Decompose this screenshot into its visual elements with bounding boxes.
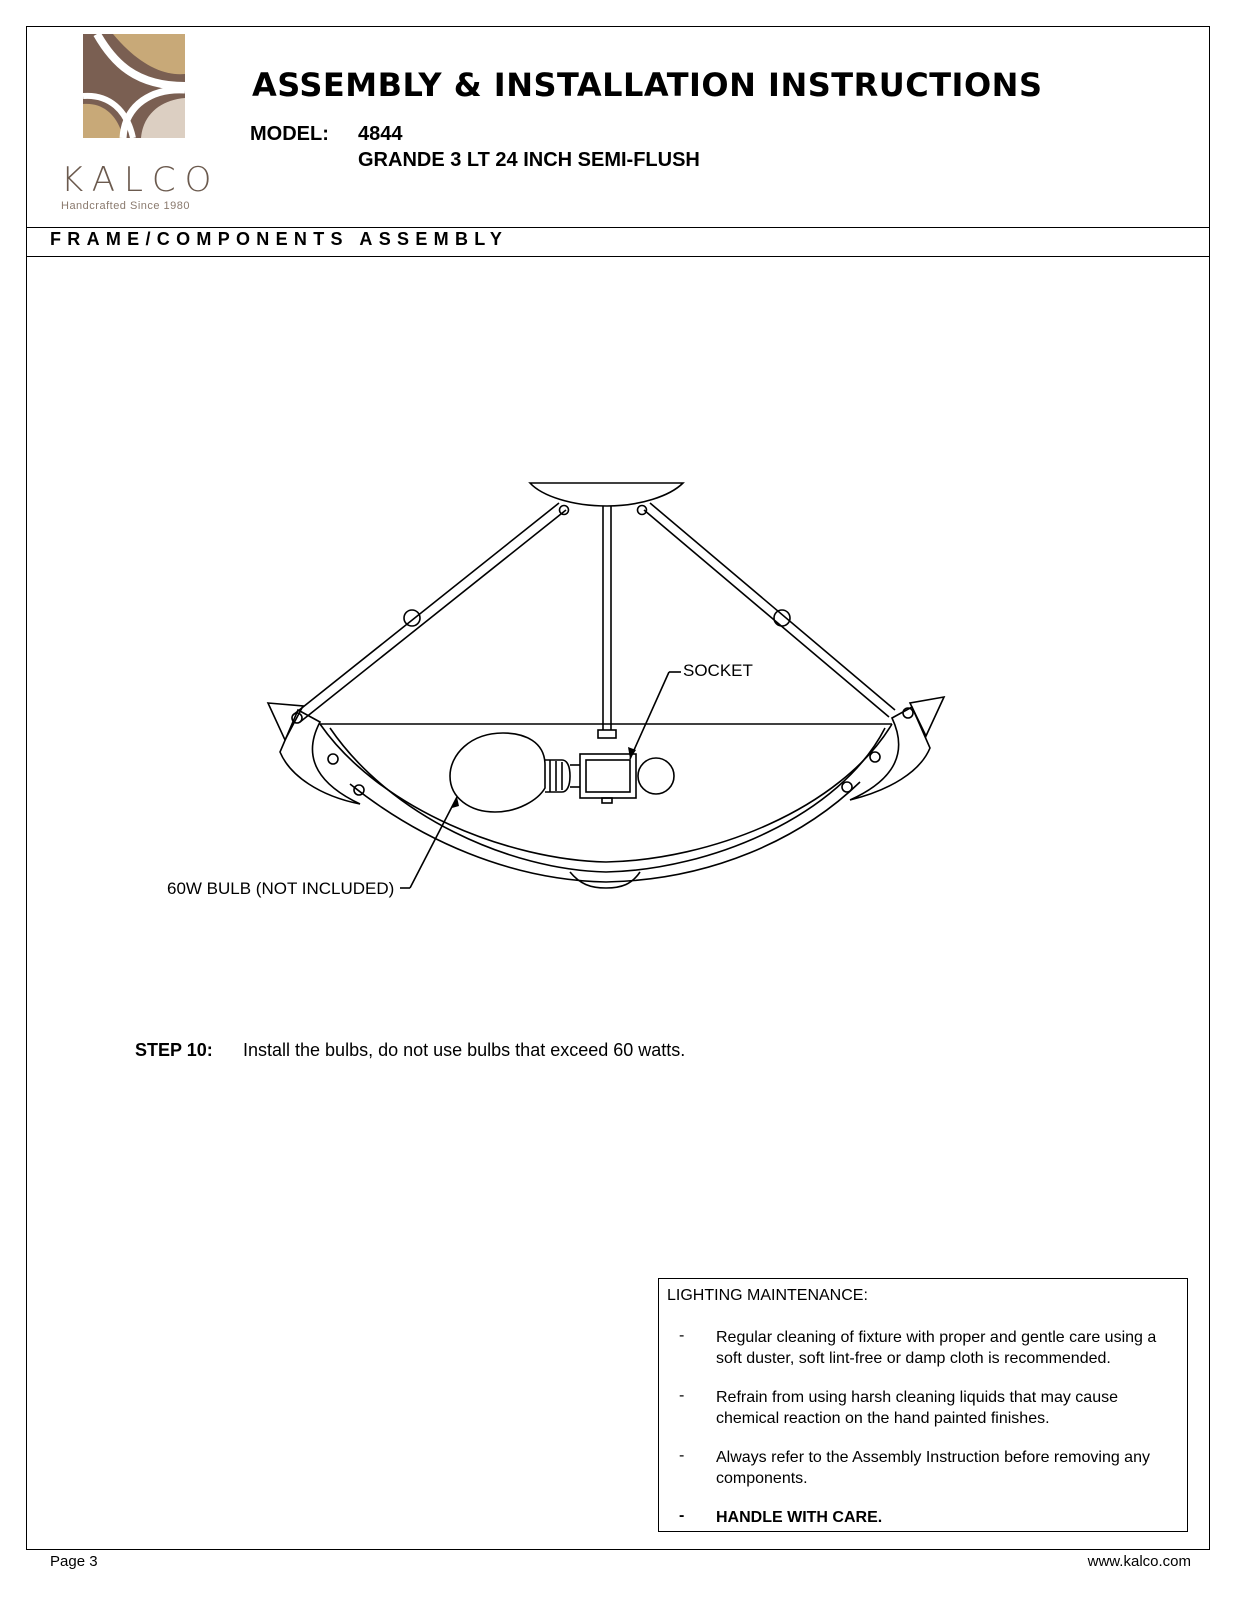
left-arm xyxy=(293,503,559,715)
right-finial xyxy=(910,697,944,736)
fixture-drawing xyxy=(150,460,970,910)
item-text: Refrain from using harsh cleaning liquids that may cause chemical reaction on the hand painted finishes. xyxy=(716,1389,1118,1427)
page-title: ASSEMBLY & INSTALLATION INSTRUCTIONS xyxy=(252,66,1043,104)
item-text: HANDLE WITH CARE. xyxy=(716,1509,883,1526)
arm-knuckle xyxy=(404,610,420,626)
item-dash: - xyxy=(679,1327,685,1344)
brand-tagline: Handcrafted Since 1980 xyxy=(61,200,191,212)
bulb xyxy=(450,733,545,812)
canopy xyxy=(530,483,683,506)
maintenance-box xyxy=(658,1278,1188,1532)
step-label: STEP 10: xyxy=(135,1040,213,1060)
model-label: MODEL: xyxy=(250,123,329,145)
kalco-logo-mark xyxy=(83,34,185,138)
arm-joint xyxy=(560,506,569,515)
item-text: Regular cleaning of fixture with proper and gentle care using a soft duster, soft lint-free or damp cloth is recommended. xyxy=(716,1329,1157,1367)
item-text: Always refer to the Assembly Instruction before removing any components. xyxy=(716,1449,1150,1487)
header-divider xyxy=(26,227,1210,228)
item-dash: - xyxy=(679,1387,685,1404)
item-dash: - xyxy=(679,1447,685,1464)
website-link[interactable]: www.kalco.com xyxy=(1087,1553,1191,1570)
item-dash: - xyxy=(679,1507,685,1524)
section-divider xyxy=(26,256,1210,257)
fixture-diagram xyxy=(150,460,970,910)
arm-knuckle xyxy=(774,610,790,626)
kalco-logo xyxy=(55,32,220,212)
maintenance-title: LIGHTING MAINTENANCE: xyxy=(667,1287,868,1304)
model-description: GRANDE 3 LT 24 INCH SEMI-FLUSH xyxy=(358,149,700,171)
glass-bowl xyxy=(320,724,892,862)
section-title: FRAME/COMPONENTS ASSEMBLY xyxy=(50,229,509,249)
step-text: Install the bulbs, do not use bulbs that exceed 60 watts. xyxy=(243,1040,686,1060)
page-number: Page 3 xyxy=(50,1553,98,1570)
right-bracket xyxy=(850,707,930,800)
model-number: 4844 xyxy=(358,123,403,145)
brand-name: KALCO xyxy=(61,160,221,200)
left-finial xyxy=(268,703,303,740)
socket-leader xyxy=(630,672,669,759)
bulb-label: 60W BULB (NOT INCLUDED) xyxy=(167,879,395,898)
bulb-back xyxy=(638,758,674,794)
socket-label: SOCKET xyxy=(683,661,753,680)
stem-coupling xyxy=(598,730,616,738)
